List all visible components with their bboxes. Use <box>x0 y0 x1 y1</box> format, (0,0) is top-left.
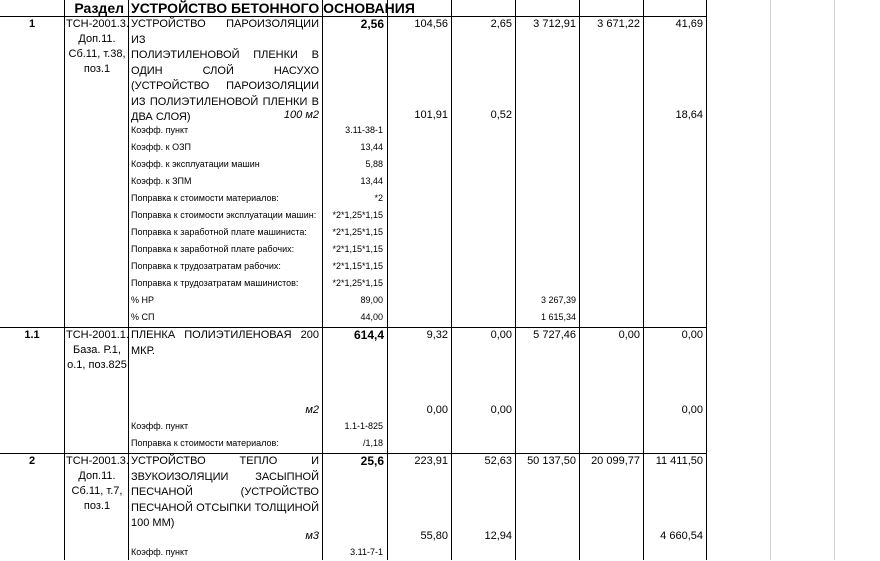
column-divider <box>64 0 65 560</box>
coefficient-label: Поправка к трудозатратам рабочих: <box>131 261 281 271</box>
description-line: 100 ММ) <box>131 517 175 529</box>
description-line: ДВА СЛОЯ) <box>131 111 191 123</box>
coefficient-value: *2*1,25*1,15 <box>332 227 383 237</box>
description-line: ПЕСЧАНОЙ ОТСЫПКИ ТОЛЩИНОЙ <box>131 501 319 514</box>
coefficient-row <box>131 139 386 156</box>
coefficient-label: Поправка к стоимости материалов: <box>131 438 279 448</box>
unit-label: 100 м2 <box>283 109 319 121</box>
coefficient-row <box>131 258 386 275</box>
coefficient-row <box>131 309 386 326</box>
column-divider <box>706 0 707 560</box>
unit-price: 55,80 <box>420 530 448 542</box>
column-divider <box>451 0 452 560</box>
description-line: ЗВУКОИЗОЛЯЦИИ ЗАСЫПНОЙ <box>131 470 319 483</box>
coefficient-row <box>131 418 386 435</box>
item-description <box>131 328 319 359</box>
description-line: УСТРОЙСТВО ТЕПЛО И <box>131 455 319 467</box>
coefficient-row <box>131 544 386 561</box>
item-code: ТСН-2001.1. База. Р.1, о.1, поз.825 <box>66 329 129 371</box>
coefficient-value: 5,88 <box>365 159 383 169</box>
price-value: 52,63 <box>484 455 512 467</box>
coefficient-row <box>131 156 386 173</box>
coefficient-label: Поправка к трудозатратам машинистов: <box>131 278 299 288</box>
profit-total: 1 615,34 <box>540 312 576 322</box>
coefficient-label: % НР <box>131 295 155 305</box>
coefficient-value: 13,44 <box>360 176 383 186</box>
price-value: 3 712,91 <box>533 18 576 30</box>
coefficient-list <box>131 122 386 326</box>
section-title: УСТРОЙСТВО БЕТОННОГО ОСНОВАНИЯ <box>131 0 415 16</box>
coefficient-list <box>131 418 386 452</box>
price-value: 0,00 <box>490 329 512 341</box>
description-line: ОДИН СЛОЙ НАСУХО <box>131 64 319 77</box>
coefficient-label: % СП <box>131 312 155 322</box>
coefficient-value: 3.11-38-1 <box>345 125 383 135</box>
coefficient-value: 44,00 <box>360 312 383 322</box>
coefficient-row <box>131 207 386 224</box>
unit-price: 12,94 <box>484 530 512 542</box>
description-line: ИЗ ПОЛИЭТИЛЕНОВОЙ ПЛЕНКИ В <box>131 95 319 108</box>
coefficient-row <box>131 435 386 452</box>
coefficient-label: Поправка к стоимости эксплуатации машин: <box>131 210 317 220</box>
price-value: 0,00 <box>681 329 703 341</box>
coefficient-value: *2 <box>374 193 383 203</box>
coefficient-row <box>131 275 386 292</box>
coefficient-label: Коэфф. пункт <box>131 421 189 431</box>
coefficient-row <box>131 122 386 139</box>
unit-label: м3 <box>305 530 319 542</box>
description-line: ПЕСЧАНОЙ (УСТРОЙСТВО <box>131 486 319 498</box>
coefficient-list <box>131 544 386 561</box>
column-divider <box>515 0 516 560</box>
coefficient-value: /1,18 <box>362 438 383 448</box>
item-number: 2 <box>28 455 36 467</box>
unit-price: 0,00 <box>681 404 703 416</box>
price-value: 5 727,46 <box>533 329 576 341</box>
coefficient-label: Поправка к заработной плате рабочих: <box>131 244 295 254</box>
price-value: 9,32 <box>426 329 448 341</box>
price-value: 20 099,77 <box>591 455 640 467</box>
column-divider <box>643 0 644 560</box>
coefficient-row <box>131 224 386 241</box>
unit-price: 0,52 <box>490 109 512 121</box>
description-line: ПОЛИЭТИЛЕНОВОЙ ПЛЕНКИ В <box>131 49 319 61</box>
coefficient-row <box>131 241 386 258</box>
item-code: ТСН-2001.3. Доп.11. Сб.11, т.7, поз.1 <box>66 455 129 512</box>
unit-price: 0,00 <box>490 404 512 416</box>
coefficient-value: *2*1,25*1,15 <box>332 278 383 288</box>
column-divider <box>128 0 129 560</box>
price-value: 104,56 <box>414 18 448 30</box>
coefficient-value: 13,44 <box>360 142 383 152</box>
unit-label: м2 <box>305 404 319 416</box>
column-divider <box>579 0 580 560</box>
price-value: 2,65 <box>490 18 512 30</box>
price-value: 11 411,50 <box>655 455 703 467</box>
item-quantity: 2,56 <box>360 17 384 31</box>
coefficient-label: Коэфф. к ОЗП <box>131 142 191 152</box>
section-label: Раздел <box>74 0 124 16</box>
description-line: МКР. <box>131 344 155 357</box>
coefficient-label: Поправка к заработной плате машиниста: <box>131 227 307 237</box>
unit-price: 18,64 <box>675 109 703 121</box>
column-divider <box>387 0 388 560</box>
item-number: 1.1 <box>24 329 40 341</box>
column-divider <box>770 0 771 560</box>
coefficient-value: 89,00 <box>360 295 383 305</box>
coefficient-label: Коэфф. пункт <box>131 125 189 135</box>
coefficient-value: 3.11-7-1 <box>350 547 383 557</box>
price-value: 50 137,50 <box>527 455 576 467</box>
description-line: (УСТРОЙСТВО ПАРОИЗОЛЯЦИИ <box>131 80 319 92</box>
coefficient-label: Поправка к стоимости материалов: <box>131 193 279 203</box>
unit-price: 101,91 <box>414 109 448 121</box>
price-value: 223,91 <box>414 455 448 467</box>
coefficient-label: Коэфф. пункт <box>131 547 189 557</box>
price-value: 0,00 <box>618 329 640 341</box>
price-value: 41,69 <box>675 18 703 30</box>
item-description <box>131 454 319 532</box>
unit-price: 4 660,54 <box>660 530 703 542</box>
column-divider <box>834 0 835 560</box>
coefficient-label: Коэфф. к ЗПМ <box>131 176 192 186</box>
unit-price: 0,00 <box>426 404 448 416</box>
coefficient-value: *2*1,15*1,15 <box>332 244 383 254</box>
coefficient-row <box>131 292 386 309</box>
coefficient-row <box>131 173 386 190</box>
coefficient-value: *2*1,15*1,15 <box>332 261 383 271</box>
item-code: ТСН-2001.3. Доп.11. Сб.11, т.38, поз.1 <box>66 18 129 75</box>
item-quantity: 614,4 <box>353 328 384 342</box>
description-line: ПЛЕНКА ПОЛИЭТИЛЕНОВАЯ 200 <box>131 329 319 341</box>
coefficient-label: Коэфф. к эксплуатации машин <box>131 159 260 169</box>
coefficient-value: *2*1,25*1,15 <box>332 210 383 220</box>
description-line: УСТРОЙСТВО ПАРОИЗОЛЯЦИИ ИЗ <box>131 18 319 46</box>
coefficient-value: 1.1-1-825 <box>344 421 383 431</box>
overhead-total: 3 267,39 <box>540 295 576 305</box>
coefficient-row <box>131 190 386 207</box>
item-quantity: 25,6 <box>360 454 384 468</box>
item-number: 1 <box>28 18 36 30</box>
price-value: 3 671,22 <box>597 18 640 30</box>
